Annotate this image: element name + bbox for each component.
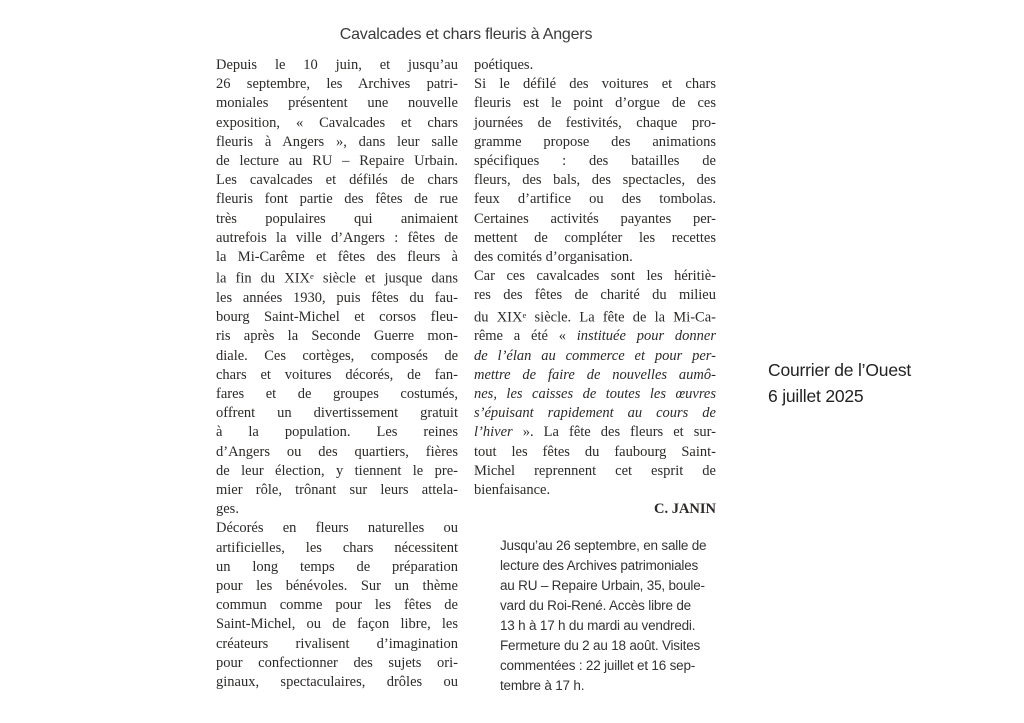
source-note [768,357,911,409]
text-line: 26 septembre, les Archives patri- [216,76,458,93]
text-line: tout les fêtes du faubourg Saint- [474,443,716,460]
text-line: exposition, « Cavalcades et chars [216,114,458,131]
text-line: Si le défilé des voitures et chars [474,76,716,93]
text-line: mettent de compléter les recettes [474,229,716,246]
text-line: du XIXe siècle. La fête de la Mi-Ca- [474,309,716,326]
text-line: de lecture au RU – Repaire Urbain. [216,153,458,170]
info-line: commentées : 22 juillet et 16 sep- [500,658,696,674]
text-line: res des fêtes de charité du milieu [474,287,716,304]
text-line: créateurs rivalisent d’imagination [216,635,458,652]
text-line: s’épuisant rapidement au cours de [474,405,716,422]
text-line: chars et voitures décorés, de fan- [216,366,458,383]
text-line: Les cavalcades et défilés de chars [216,172,458,189]
paragraph [474,267,716,500]
text-line: Saint-Michel, ou de façon libre, les [216,616,458,633]
text-line: autrefois la ville d’Angers : fêtes de [216,229,458,246]
text-line: de leur élection, y tiennent le pre- [216,462,458,479]
info-line: tembre à 17 h. [500,678,585,694]
article-columns [216,56,716,696]
text-line: diale. Ces cortèges, composés de [216,347,458,364]
text-line: Certaines activités payantes per- [474,210,716,227]
text-line: spécifiques : des batailles de [474,153,716,170]
text-line: pour les bénévoles. Sur un thème [216,577,458,594]
text-line: moniales présentent une nouvelle [216,95,458,112]
article-column-right [474,56,716,696]
text-line: bienfaisance. [474,481,551,498]
info-line: vard du Roi-René. Accès libre de [500,598,691,614]
text-line: offrent un divertissement gratuit [216,405,458,422]
info-line: lecture des Archives patrimoniales [500,558,699,574]
article-column-left [216,56,458,696]
text-line: artificielles, les chars nécessitent [216,539,458,556]
text-line: Depuis le 10 juin, et jusqu’au [216,57,458,73]
text-line: les années 1930, puis fêtes du fau- [216,289,458,306]
info-line: Fermeture du 2 au 18 août. Visites [500,638,701,654]
text-line: ginaux, spectaculaires, drôles ou [216,673,458,690]
text-line: des comités d’organisation. [474,249,633,266]
text-line: ges. [216,501,239,518]
paragraph [474,75,716,267]
text-line: fleurs, des bals, des spectacles, des [474,172,716,189]
source-date: 6 juillet 2025 [768,386,864,406]
text-line: la fin du XIXe siècle et jusque dans [216,270,458,287]
text-line: journées de festivités, chaque pro- [474,114,716,131]
text-line: pour confectionner des sujets ori- [216,654,458,671]
text-line: d’Angers ou des quartiers, fières [216,443,458,460]
text-line: de l’élan au commerce et pour per- [474,347,716,364]
text-line: rême a été « instituée pour donner [474,328,716,345]
paragraph [216,519,458,692]
article [216,25,716,696]
text-line: mettre de faire de nouvelles aumô- [474,366,716,383]
text-line: gramme propose des animations [474,133,716,150]
text-line: feux d’artifice ou des tombolas. [474,191,716,208]
text-line: un long temps de préparation [216,558,458,575]
paragraph [216,56,458,171]
info-box [500,536,716,696]
text-line: ris après la Seconde Guerre mon- [216,328,458,345]
text-line: poétiques. [474,57,534,73]
text-line: fleuris à Angers », dans leur salle [216,133,458,150]
article-title: Cavalcades et chars fleuris à Angers [339,26,593,43]
source-publication: Courrier de l’Ouest [768,360,912,380]
paragraph [216,171,458,519]
text-line: très populaires qui animaient [216,210,458,227]
text-line: Décorés en fleurs naturelles ou [216,520,458,537]
text-line: Michel reprennent cet esprit de [474,462,716,479]
text-line: mier rôle, trônant sur leurs attela- [216,481,458,498]
info-line: au RU – Repaire Urbain, 35, boule- [500,578,705,594]
text-line: fares et de groupes costumés, [216,385,458,402]
text-line: à la population. Les reines [216,424,458,441]
paragraph [474,56,716,75]
text-line: commun comme pour les fêtes de [216,597,458,614]
info-line: 13 h à 17 h du mardi au vendredi. [500,618,696,634]
article-byline: C. JANIN [653,501,716,518]
info-line: Jusqu’au 26 septembre, en salle de [500,538,707,554]
text-line: Car ces cavalcades sont les héritiè- [474,268,716,285]
text-line: la Mi-Carême et fêtes des fleurs à [216,249,458,266]
text-line: nes, les caisses de toutes les œuvres [474,385,716,402]
text-line: fleuris font partie des fêtes de rue [216,191,458,208]
text-line: l’hiver ». La fête des fleurs et sur- [474,424,716,441]
text-line: bourg Saint-Michel et corsos fleu- [216,309,458,326]
article-column-right-text [474,56,716,500]
text-line: fleuris est le point d’orgue de ces [474,95,716,112]
